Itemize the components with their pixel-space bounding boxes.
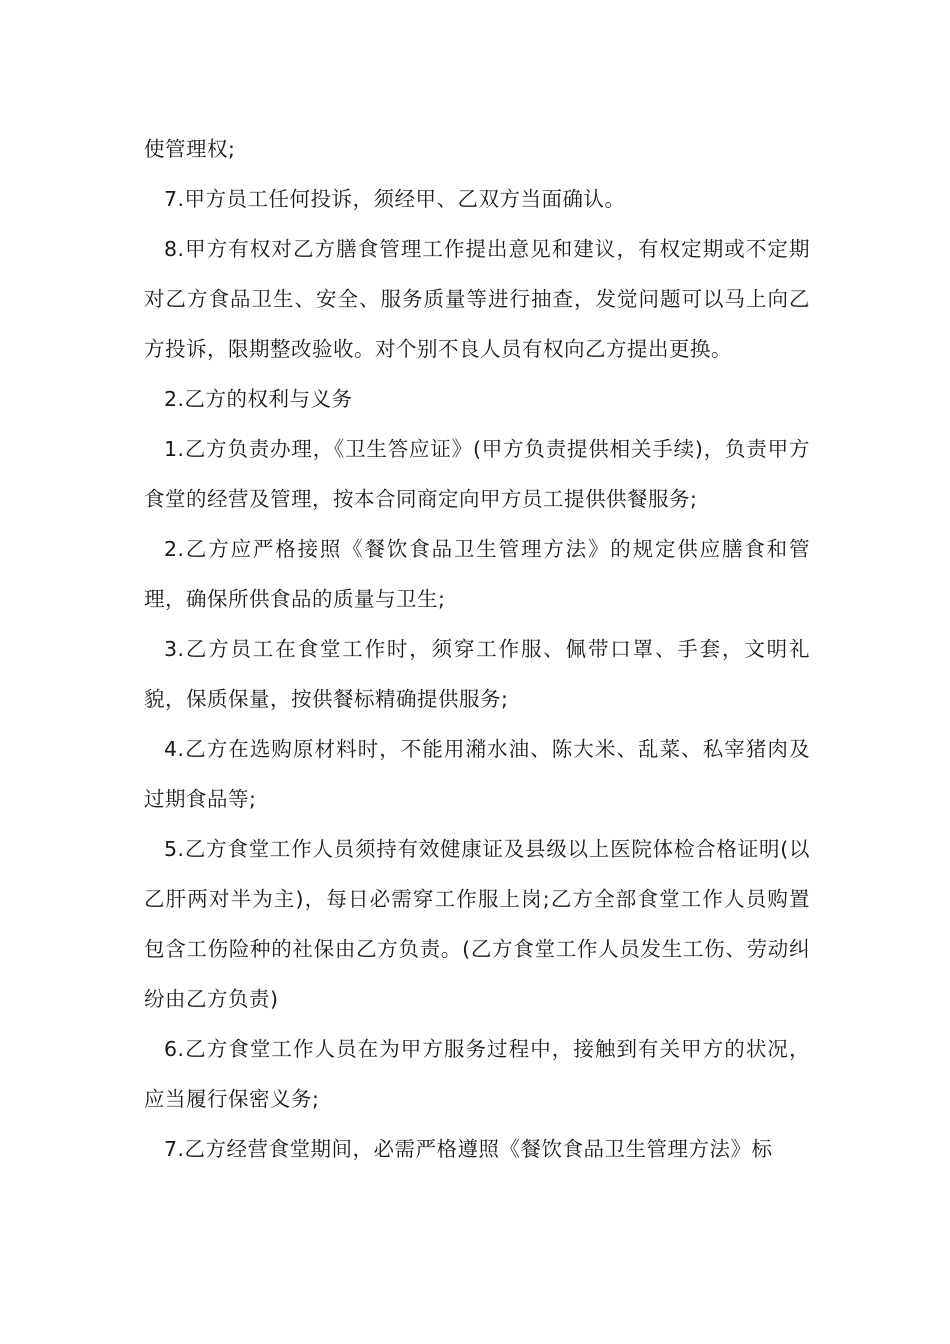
paragraph-5: 1.乙方负责办理，《卫生答应证》(甲方负责提供相关手续)，负责甲方食堂的经营及管理，按本合同商定向甲方员工提供供餐服务; — [144, 437, 810, 511]
section-heading-party-b-rights: 2.乙方的权利与义务 — [164, 387, 353, 411]
paragraph-3: 8.甲方有权对乙方膳食管理工作提出意见和建议，有权定期或不定期对乙方食品卫生、安全、服务质量等进行抽查，发觉问题可以马上向乙方投诉，限期整改验收。对个别不良人员有权向乙方提出更换。 — [144, 237, 810, 361]
document-body — [144, 124, 810, 1174]
paragraph-10: 6.乙方食堂工作人员在为甲方服务过程中，接触到有关甲方的状况，应当履行保密义务; — [144, 1037, 810, 1111]
paragraph-8: 4.乙方在选购原材料时，不能用潲水油、陈大米、乱菜、私宰猪肉及过期食品等; — [144, 737, 810, 811]
paragraph-11: 7.乙方经营食堂期间，必需严格遵照《餐饮食品卫生管理方法》标 — [164, 1137, 773, 1161]
paragraph-2: 7.甲方员工任何投诉，须经甲、乙双方当面确认。 — [164, 187, 626, 211]
paragraph-9: 5.乙方食堂工作人员须持有效健康证及县级以上医院体检合格证明(以乙肝两对半为主)，每日必需穿工作服上岗;乙方全部食堂工作人员购置包含工伤险种的社保由乙方负责。(乙方食堂工作人员发生工伤、劳动纠纷由乙方负责) — [144, 837, 810, 1011]
paragraph-1: 使管理权; — [144, 137, 236, 161]
paragraph-7: 3.乙方员工在食堂工作时，须穿工作服、佩带口罩、手套，文明礼貌，保质保量，按供餐标精确提供服务; — [144, 637, 810, 711]
paragraph-6: 2.乙方应严格接照《餐饮食品卫生管理方法》的规定供应膳食和管理，确保所供食品的质量与卫生; — [144, 537, 810, 611]
